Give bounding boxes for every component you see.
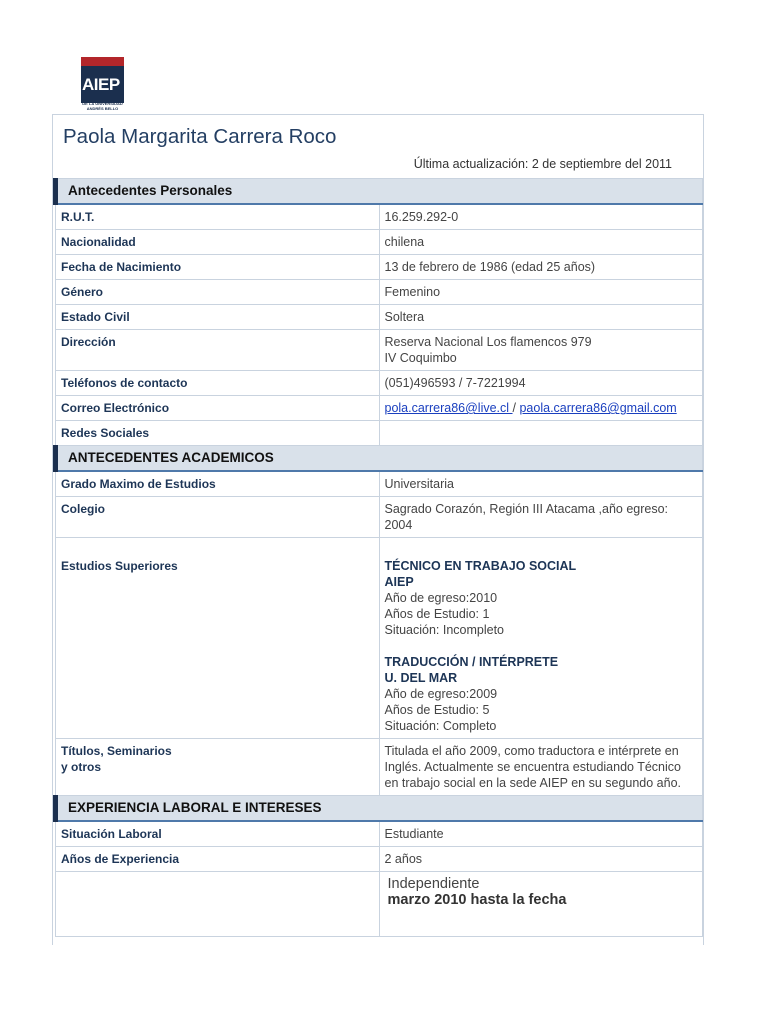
table-row xyxy=(56,872,703,937)
study-years: Años de Estudio: 1 xyxy=(384,607,490,621)
email-value xyxy=(379,396,703,421)
email-label: Correo Electrónico xyxy=(56,396,380,421)
study-institution: AIEP xyxy=(384,575,414,589)
study-institution: U. DEL MAR xyxy=(384,671,458,685)
gender-label: Género xyxy=(56,280,380,305)
person-name: Paola Margarita Carrera Roco xyxy=(63,125,337,148)
gender-value: Femenino xyxy=(379,280,703,305)
civil-label: Estado Civil xyxy=(56,305,380,330)
table-row xyxy=(56,230,703,255)
social-value xyxy=(379,421,703,446)
study-grad-year: Año de egreso:2010 xyxy=(384,591,498,605)
table-row xyxy=(56,330,703,371)
degree-label: Grado Maximo de Estudios xyxy=(56,471,380,497)
table-row xyxy=(56,305,703,330)
email-separator: / xyxy=(512,401,520,415)
section-title: EXPERIENCIA LABORAL E INTERESES xyxy=(56,796,703,822)
job-value xyxy=(379,872,703,937)
job-period: marzo 2010 hasta la fecha xyxy=(387,892,567,908)
logo-subtitle: DE LA UNIVERSIDAD ANDRÉS BELLO xyxy=(82,101,123,111)
cv-sheet xyxy=(52,114,704,945)
address-line1: Reserva Nacional Los flamencos 979 xyxy=(384,335,592,349)
table-row xyxy=(56,739,703,796)
study-grad-year: Año de egreso:2009 xyxy=(384,687,498,701)
job-label xyxy=(56,872,380,937)
birth-value: 13 de febrero de 1986 (edad 25 años) xyxy=(379,255,703,280)
address-value xyxy=(379,330,703,371)
table-row xyxy=(56,280,703,305)
email-link-live[interactable]: pola.carrera86@live.cl xyxy=(384,401,513,415)
table-row xyxy=(56,471,703,497)
school-label: Colegio xyxy=(56,497,380,538)
table-row xyxy=(56,538,703,739)
table-row xyxy=(56,821,703,847)
study-years: Años de Estudio: 5 xyxy=(384,703,490,717)
higher-value xyxy=(379,538,703,739)
cv-table xyxy=(53,178,703,937)
study-program: TÉCNICO EN TRABAJO SOCIAL xyxy=(384,559,577,573)
work-value: Estudiante xyxy=(379,821,703,847)
section-academic xyxy=(56,446,703,472)
job-title: Independiente xyxy=(387,876,480,892)
logo-text: AIEP xyxy=(82,75,120,94)
rut-value: 16.259.292-0 xyxy=(379,204,703,230)
titles-label-line1: Títulos, Seminarios xyxy=(61,744,172,758)
nationality-label: Nacionalidad xyxy=(56,230,380,255)
birth-label: Fecha de Nacimiento xyxy=(56,255,380,280)
table-row xyxy=(56,204,703,230)
logo-mark xyxy=(81,57,124,103)
higher-label: Estudios Superiores xyxy=(56,538,380,739)
section-experience xyxy=(56,796,703,822)
table-row xyxy=(56,396,703,421)
degree-value: Universitaria xyxy=(379,471,703,497)
work-label: Situación Laboral xyxy=(56,821,380,847)
nationality-value: chilena xyxy=(379,230,703,255)
table-row xyxy=(56,847,703,872)
section-title: Antecedentes Personales xyxy=(56,179,703,205)
last-updated: Última actualización: 2 de septiembre del 2011 xyxy=(413,157,672,171)
experience-years-value: 2 años xyxy=(379,847,703,872)
study-status: Situación: Incompleto xyxy=(384,623,505,637)
table-row xyxy=(56,371,703,396)
table-row xyxy=(56,497,703,538)
social-label: Redes Sociales xyxy=(56,421,380,446)
phone-label: Teléfonos de contacto xyxy=(56,371,380,396)
experience-years-label: Años de Experiencia xyxy=(56,847,380,872)
address-label: Dirección xyxy=(56,330,380,371)
rut-label: R.U.T. xyxy=(56,204,380,230)
table-row xyxy=(56,255,703,280)
titles-label xyxy=(56,739,380,796)
school-value: Sagrado Corazón, Región III Atacama ,año egreso: 2004 xyxy=(379,497,703,538)
titles-label-line2: y otros xyxy=(61,760,102,774)
titles-value: Titulada el año 2009, como traductora e intérprete en Inglés. Actualmente se encuentra estudiando Técnico en trabajo social en la sede AIEP en su segundo año. xyxy=(379,739,703,796)
aiep-logo xyxy=(81,57,124,114)
study-program: TRADUCCIÓN / INTÉRPRETE xyxy=(384,655,559,669)
table-row xyxy=(56,421,703,446)
phone-value: (051)496593 / 7-7221994 xyxy=(379,371,703,396)
study-status: Situación: Completo xyxy=(384,719,497,733)
civil-value: Soltera xyxy=(379,305,703,330)
address-line2: IV Coquimbo xyxy=(384,351,457,365)
email-link-gmail[interactable]: paola.carrera86@gmail.com xyxy=(519,401,677,415)
logo-stripe xyxy=(81,57,124,66)
section-title: ANTECEDENTES ACADEMICOS xyxy=(56,446,703,472)
section-personal xyxy=(56,179,703,205)
